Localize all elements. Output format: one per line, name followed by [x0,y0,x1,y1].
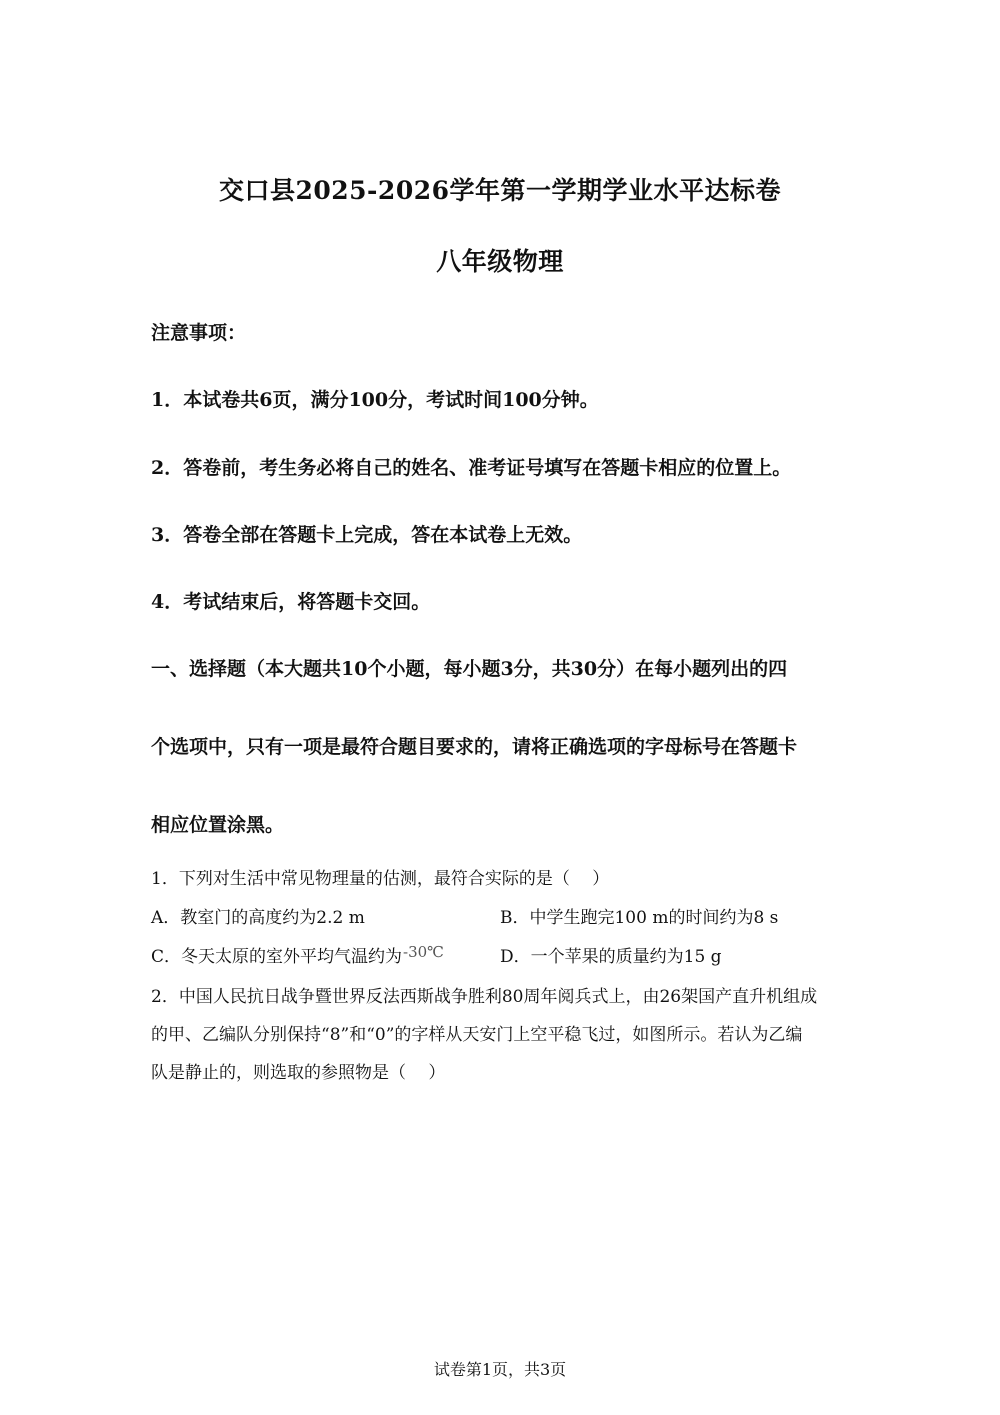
question-1-stem: 1．下列对生活中常见物理量的估测，最符合实际的是（ ） [151,869,610,889]
question-1-option-c [151,942,444,967]
page-footer: 试卷第1页，共3页 [433,1360,567,1379]
temperature-value: -30℃ [403,943,444,961]
question-2-line-1: 2．中国人民抗日战争暨世界反法西斯战争胜利80周年阅兵式上，由26架国产直升机组成 [151,987,818,1007]
notice-item-4: 4．考试结束后，将答题卡交回。 [151,591,431,613]
question-2-line-3: 队是静止的，则选取的参照物是（ ） [151,1063,446,1083]
notice-item-2: 2．答卷前，考生务必将自己的姓名、准考证号填写在答题卡相应的位置上。 [151,457,792,479]
section-heading-line-1: 一、选择题（本大题共10个小题，每小题3分，共30分）在每小题列出的四 [151,658,788,680]
question-2-line-2: 的甲、乙编队分别保持“8”和“0”的字样从天安门上空平稳飞过，如图所示。若认为乙编 [151,1025,803,1045]
section-heading-line-3: 相应位置涂黑。 [151,814,285,836]
notice-item-1: 1．本试卷共6页，满分100分，考试时间100分钟。 [151,389,599,411]
exam-subtitle: 八年级物理 [436,247,564,276]
option-c-text: C．冬天太原的室外平均气温约为 [151,947,403,967]
question-1-option-b: B．中学生跑完100 m的时间约为8 s [500,908,779,928]
section-heading-line-2: 个选项中，只有一项是最符合题目要求的，请将正确选项的字母标号在答题卡 [151,736,798,758]
notice-item-3: 3．答卷全部在答题卡上完成，答在本试卷上无效。 [151,524,583,546]
notice-heading: 注意事项： [151,322,247,344]
question-1-option-d: D．一个苹果的质量约为15 g [500,947,722,967]
exam-title: 交口县2025-2026学年第一学期学业水平达标卷 [218,176,782,205]
question-1-option-a: A．教室门的高度约为2.2 m [151,908,365,928]
